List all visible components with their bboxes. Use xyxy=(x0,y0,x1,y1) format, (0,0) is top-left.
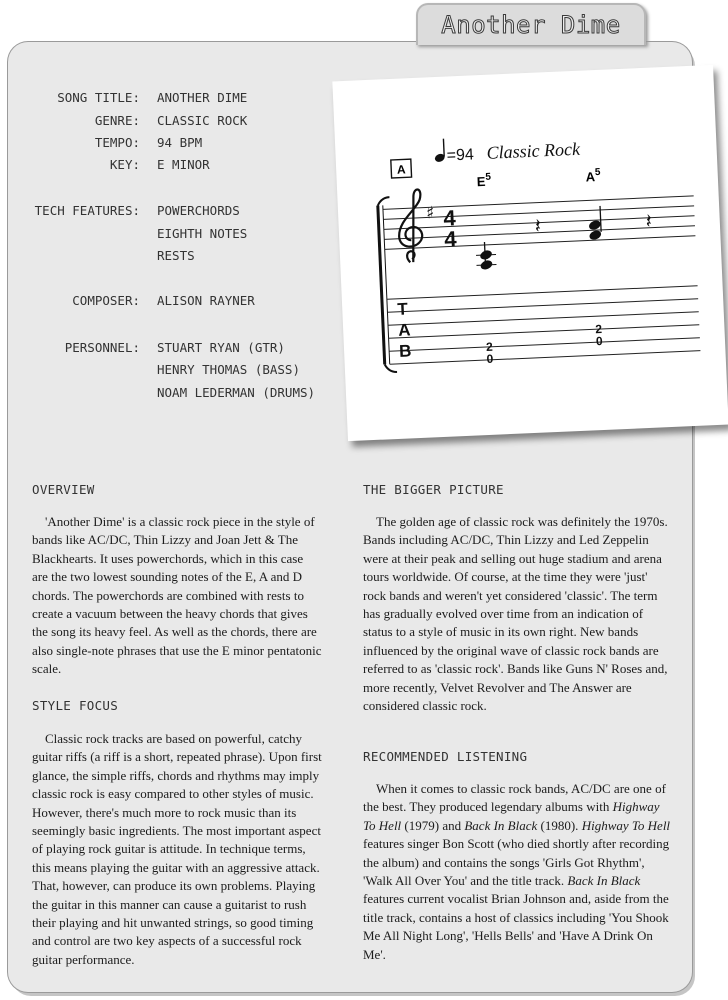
personnel-item: STUART RYAN (GTR) xyxy=(157,340,285,355)
overview-heading: OVERVIEW xyxy=(32,482,95,497)
tempo-value: 94 BPM xyxy=(157,135,203,150)
tab-fret-number: 0 xyxy=(595,333,603,349)
tech-feature-item: RESTS xyxy=(157,248,195,263)
tech-feature-item: EIGHTH NOTES xyxy=(157,226,248,241)
genre-value: CLASSIC ROCK xyxy=(157,113,248,128)
personnel-label: PERSONNEL: xyxy=(64,340,140,355)
tab-fret-number: 2 xyxy=(485,339,494,355)
album-title: Back In Black xyxy=(567,873,641,889)
powerchord-e5 xyxy=(475,242,496,272)
tab-letter: B xyxy=(398,341,412,361)
style-label: Classic Rock xyxy=(486,138,581,163)
time-signature-top: 4 xyxy=(442,205,457,231)
bigger-picture-heading: THE BIGGER PICTURE xyxy=(363,482,504,497)
page-title: Another Dime xyxy=(441,11,621,39)
tab-letter: T xyxy=(396,299,409,319)
system-bracket xyxy=(377,197,397,372)
recommended-listening-text: When it comes to classic rock bands, AC/DC are one of the best. They produced legendary albums with Highway To Hell (1979) and Back In Black (1980). Highway To Hell features singer Bon Scott (who died shortly after recording the album) and contains the songs 'Girls Got Rhythm', 'Walk All Over You' and the title track. Back In Black features current vocalist Brian Johnson and, aside from the title track, contains a host of classics including 'You Shook Me All Night Long', 'Hells Bells' and 'Have A Drink On Me'. xyxy=(363,781,671,962)
style-focus-heading: STYLE FOCUS xyxy=(32,698,119,713)
quarter-rest-icon: 𝄽 xyxy=(534,213,542,238)
key-value: E MINOR xyxy=(157,157,210,172)
time-signature-bottom: 4 xyxy=(443,226,458,252)
chord-name: $E^5$ xyxy=(476,171,492,190)
chord-name: $A^5$ xyxy=(585,166,601,185)
notation-card xyxy=(332,65,728,441)
rehearsal-mark: A xyxy=(396,162,406,177)
song-title-value: ANOTHER DIME xyxy=(157,90,248,105)
album-title: Back In Black xyxy=(464,817,538,833)
tempo-label: TEMPO: xyxy=(94,135,140,150)
album-title: Highway To Hell xyxy=(363,799,660,833)
quarter-rest-icon: 𝄽 xyxy=(645,208,653,233)
treble-clef-icon xyxy=(397,189,423,262)
genre-label: GENRE: xyxy=(94,113,140,128)
key-signature-sharp-icon: ♯ xyxy=(425,203,435,224)
key-label: KEY: xyxy=(109,157,140,172)
tab-fret-number: 2 xyxy=(595,321,603,337)
composer-value: ALISON RAYNER xyxy=(157,293,255,308)
tab-fret-number: 0 xyxy=(486,351,494,367)
personnel-item: NOAM LEDERMAN (DRUMS) xyxy=(157,385,316,400)
overview-text: 'Another Dime' is a classic rock piece in the style of bands like AC/DC, Thin Lizzy and Joan Jett & The Blackhearts. It uses powerchords, which in this case are the two lowest sounding notes of the E, A and D chords. The powerchords are combined with rests to create a vacuum between the heavy chords that gives the song its heavy feel. As well as the chords, there are also single-note phrases that use the E minor pentatonic scale. xyxy=(32,514,322,677)
tab-letter: A xyxy=(397,320,411,340)
style-focus-text: Classic rock tracks are based on powerful, catchy guitar riffs (a riff is a short, repeated phrase). Upon first glance, the simple riffs, chords and rhythms may imply classic rock is easy compared to other styles of music. However, there's much more to rock music than its seemingly basic ingredients. The most important aspect of playing rock guitar is attitude. In technique terms, this means playing the guitar with an aggressive attack. That, however, can produce its own problems. Playing the guitar in this manner can cause a guitarist to rush their playing and hit unwanted strings, so good timing and control are two key aspects of a successful rock guitar performance. xyxy=(32,731,322,967)
tempo-marking xyxy=(433,133,581,165)
tempo-value: =94 xyxy=(446,146,475,165)
personnel-item: HENRY THOMAS (BASS) xyxy=(157,362,300,377)
bigger-picture-text: The golden age of classic rock was definitely the 1970s. Bands including AC/DC, Thin Lizzy and Led Zeppelin were at their peak and selling out huge stadium and arena tours worldwide. Of course, at the time they were 'just' rock bands and weren't yet considered 'classic'. The term has gradually evolved over time from an indication of status to a style of music in its own right. New bands influenced by the original wave of classic rock bands are referred to as 'classic rock'. Bands like Guns N' Roses and, more recently, Velvet Revolver and The Answer are considered classic rock. xyxy=(363,514,668,714)
title-tab xyxy=(416,3,646,45)
music-notation xyxy=(332,65,728,441)
tech-features-label: TECH FEATURES: xyxy=(34,203,140,218)
powerchord-a5 xyxy=(587,206,603,242)
composer-label: COMPOSER: xyxy=(72,293,140,308)
album-title: Highway To Hell xyxy=(581,817,671,833)
tech-feature-item: POWERCHORDS xyxy=(157,203,240,218)
song-title-label: SONG TITLE: xyxy=(57,90,140,105)
recommended-listening-heading: RECOMMENDED LISTENING xyxy=(363,749,528,764)
tab-staff xyxy=(387,286,701,365)
